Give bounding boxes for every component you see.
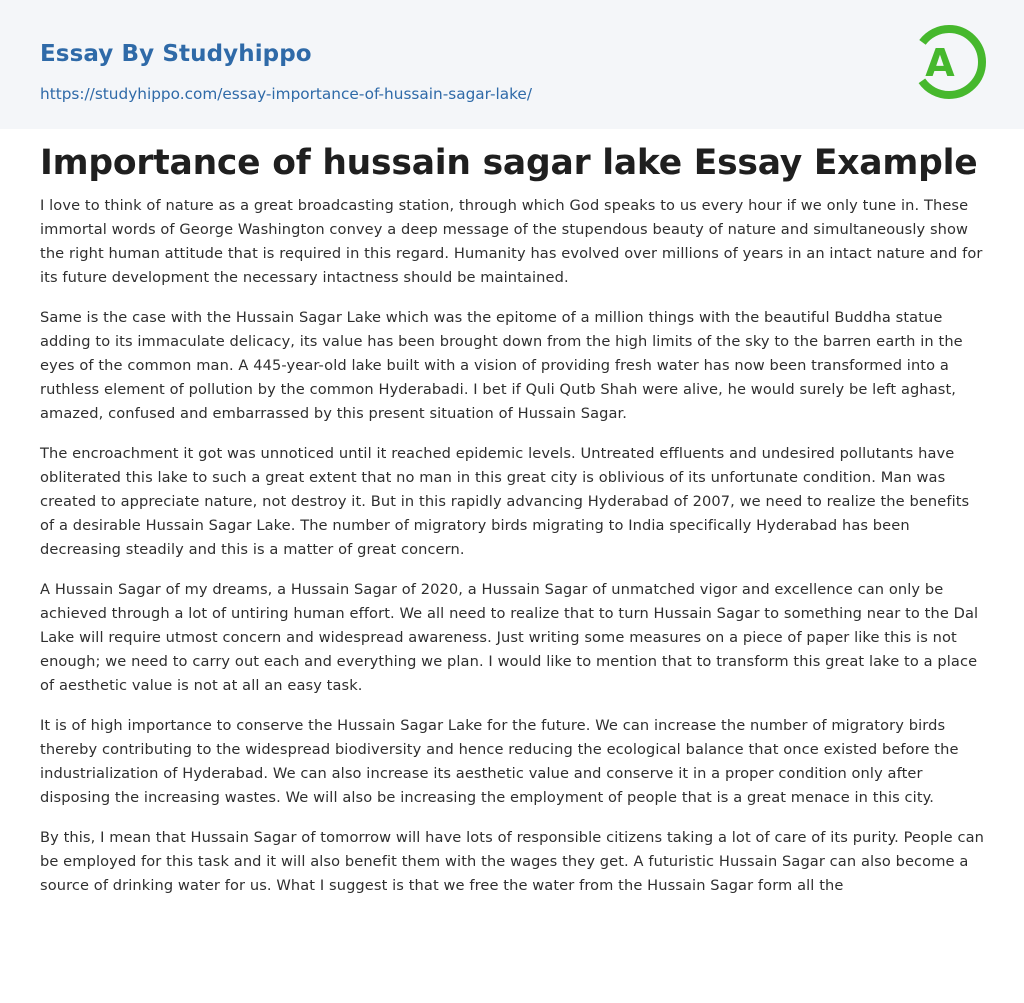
essay-body [40,194,984,914]
essay-paragraph: Same is the case with the Hussain Sagar Lake which was the epitome of a million things with the beautiful Buddha statue adding to its immaculate delicacy, its value has been brought down from the high limits of the sky to the barren earth in the eyes of the common man. A 445-year-old lake built with a vision of providing fresh water has now been transformed into a ruthless element of pollution by the common Hyderabadi. I bet if Quli Qutb Shah were alive, he would surely be left aghast, amazed, confused and embarrassed by this present situation of Hussain Sagar. [40,309,963,422]
page-url-link[interactable]: https://studyhippo.com/essay-importance-of-hussain-sagar-lake/ [40,85,532,103]
site-header [0,0,1024,129]
page-title: Importance of hussain sagar lake Essay Example [40,143,978,183]
essay-paragraph: I love to think of nature as a great broadcasting station, through which God speaks to us every hour if we only tune in. These immortal words of George Washington convey a deep message of the stupendous beauty of nature and simultaneously show the right human attitude that is required in this regard. Humanity has evolved over millions of years in an intact nature and for its future development the necessary intactness should be maintained. [40,197,983,286]
essay-paragraph: A Hussain Sagar of my dreams, a Hussain Sagar of 2020, a Hussain Sagar of unmatched vigor and excellence can only be achieved through a lot of untiring human effort. We all need to realize that to turn Hussain Sagar to something near to the Dal Lake will require utmost concern and widespread awareness. Just writing some measures on a piece of paper like this is not enough; we need to carry out each and everything we plan. I would like to mention that to transform this great lake to a place of aesthetic value is not at all an easy task. [40,581,979,694]
essay-paragraph: By this, I mean that Hussain Sagar of tomorrow will have lots of responsible citizens taking a lot of care of its purity. People can be employed for this task and it will also benefit them with the wages they get. A futuristic Hussain Sagar can also become a source of drinking water for us. What I suggest is that we free the water from the Hussain Sagar form all the [40,829,984,894]
essay-paragraph: It is of high importance to conserve the Hussain Sagar Lake for the future. We can increase the number of migratory birds thereby contributing to the widespread biodiversity and hence reducing the ecological balance that once existed before the industrialization of Hyderabad. We can also increase its aesthetic value and conserve it in a proper condition only after disposing the increasing wastes. We will also be increasing the employment of people that is a great menace in this city. [40,717,959,806]
site-brand[interactable]: Essay By Studyhippo [40,41,312,67]
studyhippo-logo-icon[interactable] [912,20,986,104]
essay-paragraph: The encroachment it got was unnoticed until it reached epidemic levels. Untreated effluents and undesired pollutants have obliterated this lake to such a great extent that no man in this great city is oblivious of its unfortunate condition. Man was created to appreciate nature, not destroy it. But in this rapidly advancing Hyderabad of 2007, we need to realize the benefits of a desirable Hussain Sagar Lake. The number of migratory birds migrating to India specifically Hyderabad has been decreasing steadily and this is a matter of great concern. [40,445,970,558]
logo-letter: A [925,41,955,85]
